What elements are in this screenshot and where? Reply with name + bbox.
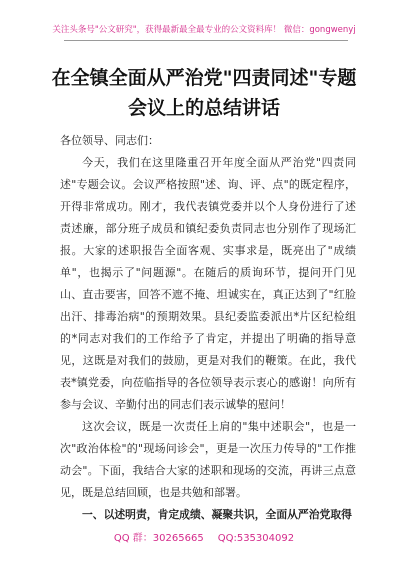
footer-qq-number: QQ:535304092 <box>217 533 295 544</box>
footer-contacts <box>0 529 408 544</box>
document-body <box>60 130 356 526</box>
header-divider <box>64 40 348 41</box>
paragraph-opening: 今天，我们在这里隆重召开年度全面从严治党"四责同述"专题会议。会议严格按照"述、询、评、点"的既定程序，开得非常成功。刚才，我代表镇党委并以个人身份进行了述责述廉，部分班子成员和镇纪委负责同志也分别作了现场汇报。大家的述职报告全面客观、实事求是，既亮出了"成绩单"，也揭示了"问题源"。在随后的质询环节，提问开门见山、直击要害，回答不遮不掩、坦诚实在，真正达到了"红脸出汗、排毒治病"的预期效果。县纪委监委派出*片区纪检组的*同志对我们的工作给予了肯定，并提出了明确的指导意见，这既是对我们的鼓励，更是对我们的鞭策。在此，我代表*镇党委，向莅临指导的各位领导表示衷心的感谢！向所有参与会议、辛勤付出的同志们表示诚挚的慰问！ <box>60 156 356 411</box>
document-title: 在全镇全面从严治党"四责同述"专题会议上的总结讲话 <box>51 67 357 119</box>
footer-qq-group: QQ 群：30265665 <box>113 533 204 544</box>
salutation: 各位领导、同志们： <box>60 134 159 147</box>
section-heading-one: 一、以述明责，肯定成绩、凝聚共识，全面从严治党取得 <box>82 508 352 521</box>
header-promo-note: 关注头条号"公文研究"，获得最新最全最专业的公文资料库！ 微信：gongwenyj <box>52 25 356 35</box>
paragraph-overview: 这次会议，既是一次责任上肩的"集中述职会"，也是一次"政治体检"的"现场问诊会"，更是一次压力传导的"工作推动会"。下面，我结合大家的述职和现场的交流，再讲三点意见，既是总结回顾，也是共勉和部署。 <box>60 420 356 499</box>
